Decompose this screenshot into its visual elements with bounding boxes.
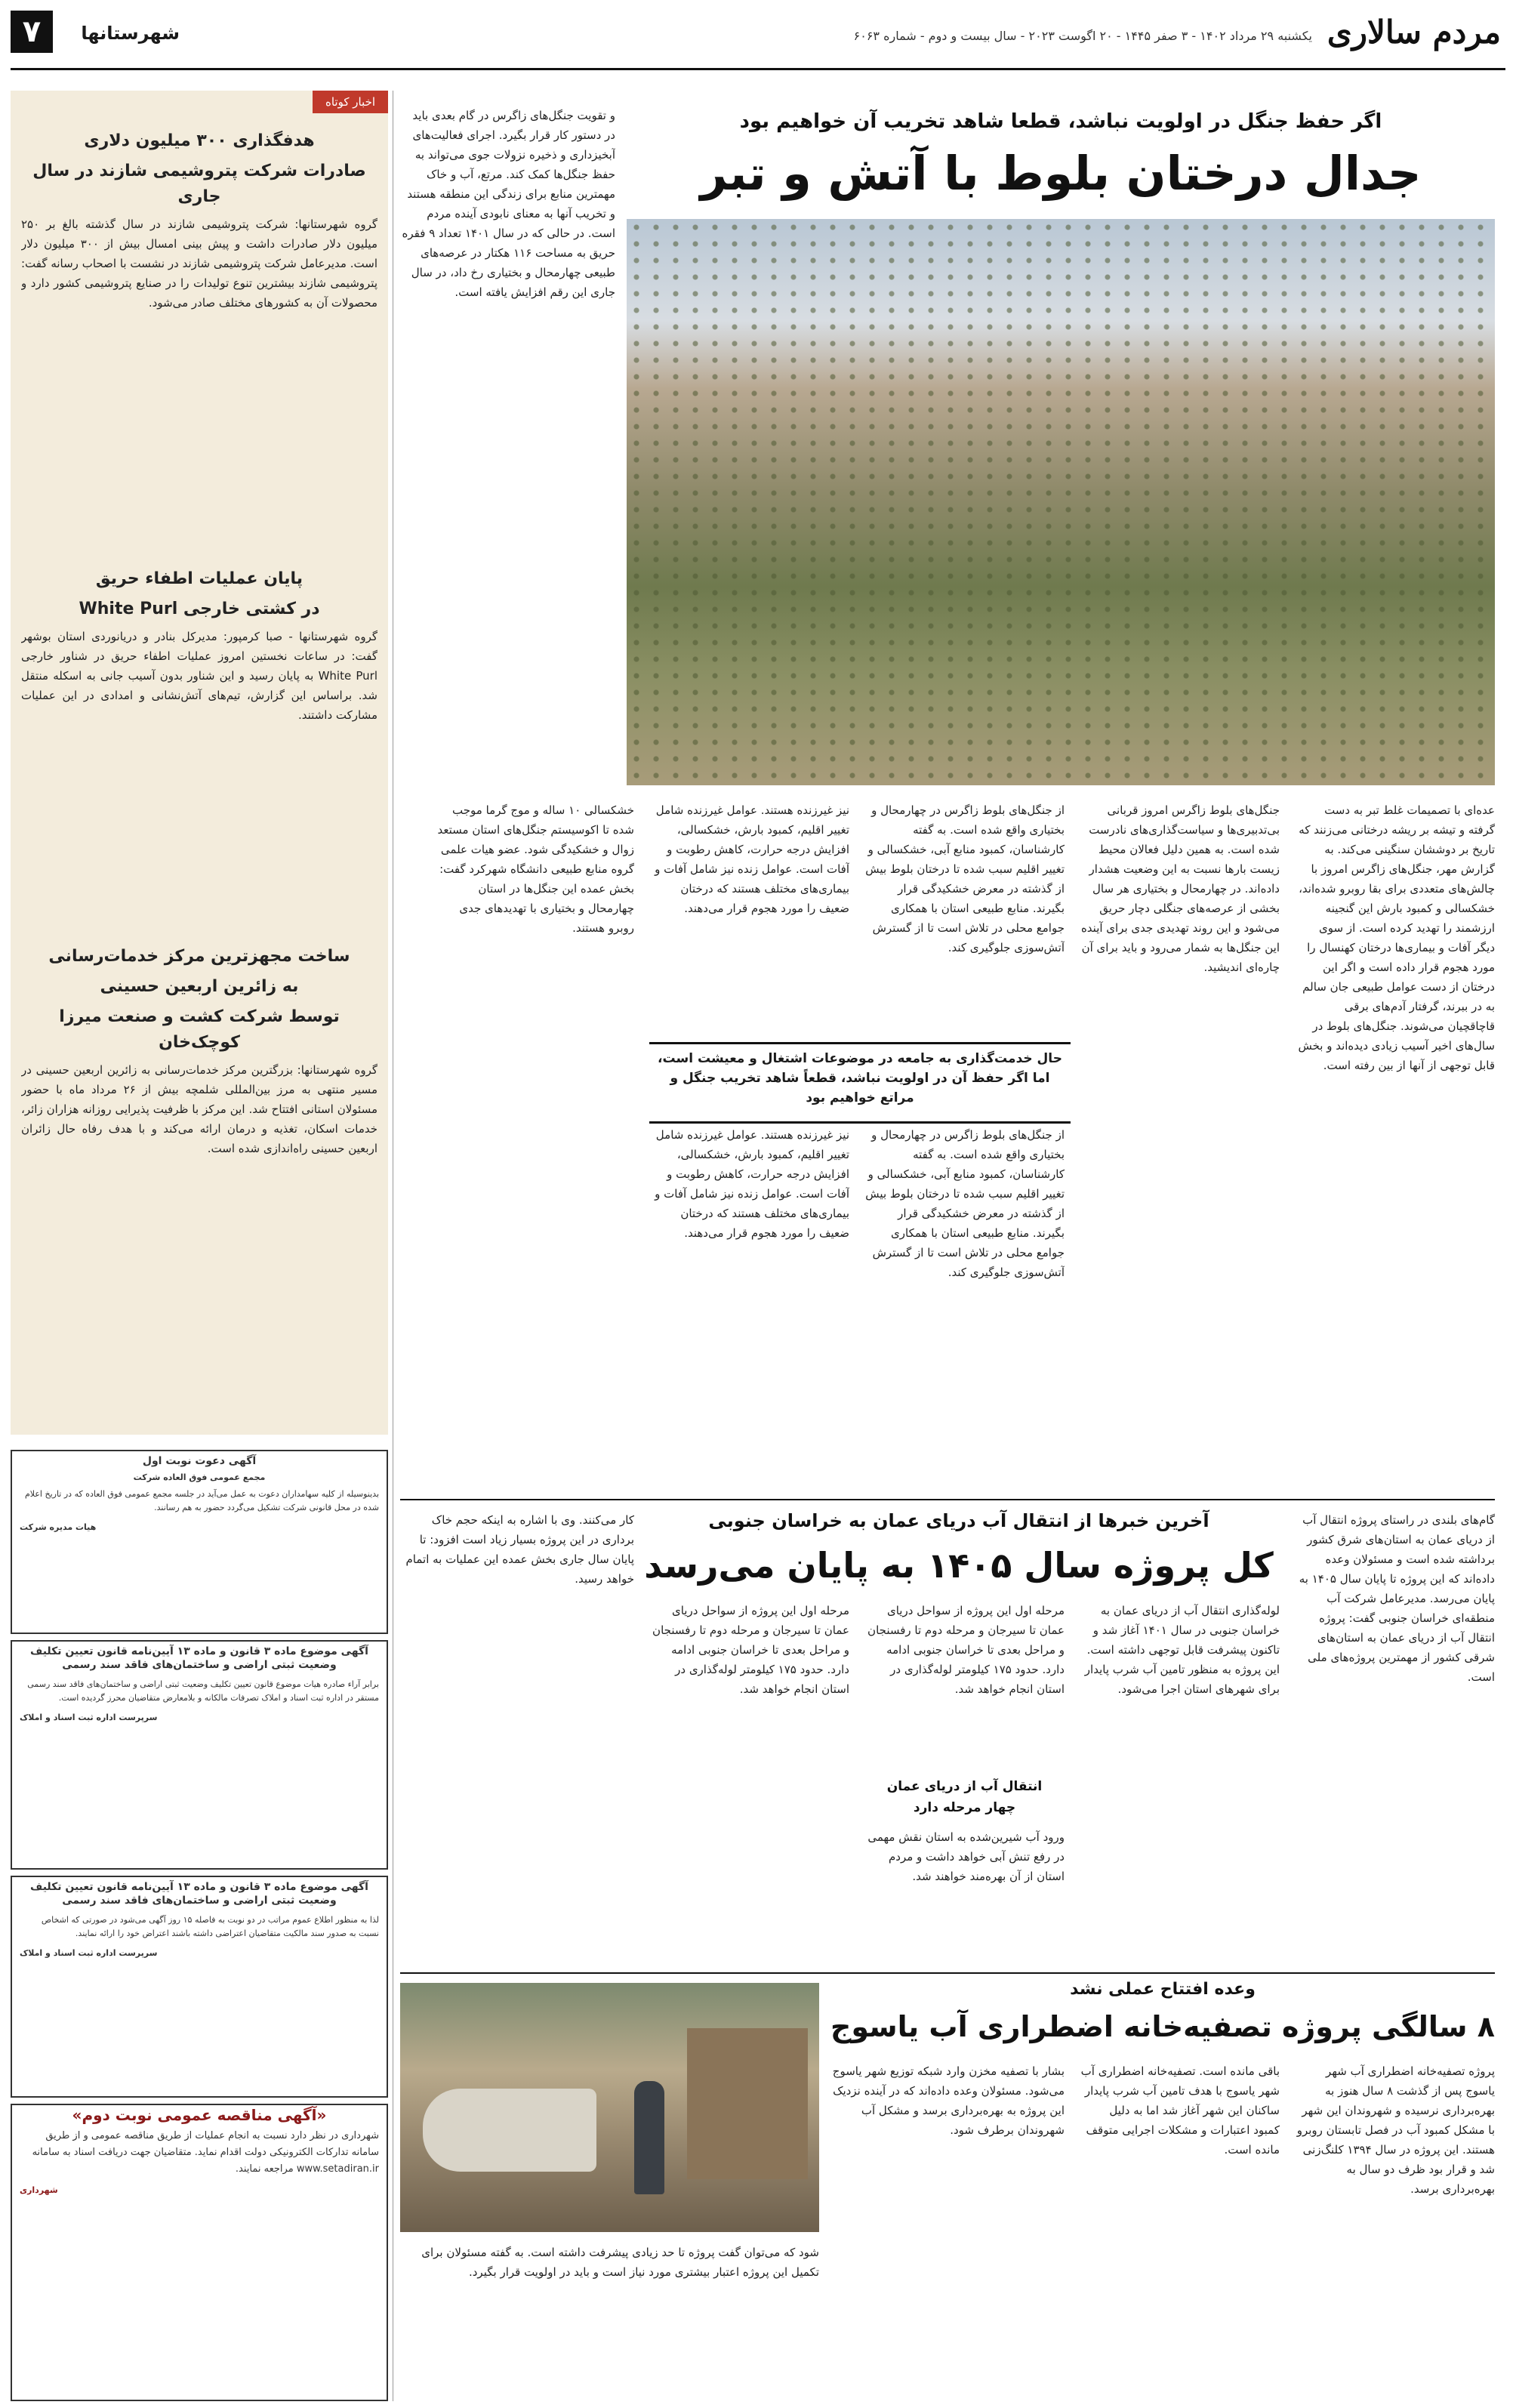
story2-title: کل پروژه سال ۱۴۰۵ به پایان می‌رسد	[644, 1545, 1274, 1586]
lead-story-col-1: عده‌ای با تصمیمات غلط تبر به دست گرفته و تیشه بر ریشه درختانی می‌زنند که تاریخ بر دوششان سنگینی می‌کند. به گزارش مهر، جنگل‌های زاگرس امروز با چالش‌های متعددی برای بقا روبرو شده‌اند، خشکسالی و کمبود بارش این گنجینه ارزشمند را تهدید کرده است. از سوی دیگر آفات و بیماری‌ها درختان کهنسال را مورد هجوم قرار داده است و اگر این درختان از دست عوامل طبیعی جان سالم به در ببرند، گرفتار آدم‌های برقی قاچاقچیان می‌شوند. جنگل‌های بلوط در سال‌های اخیر آسیب زیادی دیده‌اند و بخش قابل توجهی از آنها از بین رفته است.	[1298, 803, 1495, 1072]
notice-ad-2	[11, 1640, 388, 1870]
story2-kicker: آخرین خبرها از انتقال آب دریای عمان به خراسان جنوبی	[708, 1510, 1209, 1531]
story2-body-6: کار می‌کنند. وی با اشاره به اینکه حجم خاک برداری در این پروژه بسیار زیاد است افزود: تا پایان سال جاری بخش عمده این عملیات به اتمام خواهد رسید.	[405, 1513, 634, 1586]
lead-story-col-3-cont: از جنگل‌های بلوط زاگرس در چهارمحال و بختیاری واقع شده است. به گفته کارشناسان، کمبود منابع آبی، خشکسالی و تغییر اقلیم سبب شده تا درختان بلوط بیش از گذشته در معرض خشکیدگی قرار بگیرند. منابع طبیعی استان با همکاری جوامع محلی در تلاش است تا از گسترش آتش‌سوزی جلوگیری کند.	[865, 1128, 1065, 1279]
notice-3-signature: سرپرست اداره ثبت اسناد و املاک	[20, 1948, 158, 1958]
lead-story-col-6: و تقویت جنگل‌های زاگرس در گام بعدی باید در دستور کار قرار بگیرد. اجرای فعالیت‌های آبخیزداری و ذخیره نزولات جوی می‌تواند به حفظ جنگل‌ها کمک کند. مرتع، آب و خاک مهمترین منابع برای زندگی این منطقه هستند و تخریب آنها به معنای نابودی آینده مردم است. در حالی که در سال ۱۴۰۱ تعداد ۹ فقره حریق به مساحت ۱۱۶ هکتار در عرصه‌های طبیعی چهارمحال و بختیاری رخ داد، در سال جاری این رقم افزایش یافته است.	[402, 109, 615, 299]
section-title: شهرستانها	[81, 23, 180, 44]
lead-story-kicker: اگر حفظ جنگل در اولویت نباشد، قطعا شاهد تخریب آن خواهیم بود	[739, 110, 1382, 133]
story3-body-1: پروژه تصفیه‌خانه اضطراری آب شهر یاسوج پس از گذشت ۸ سال هنوز به بهره‌برداری نرسیده و شهروندان این شهر با مشکل کمبود آب در فصل تابستان روبرو هستند. این پروژه در سال ۱۳۹۴ کلنگ‌زنی شد و قرار بود ظرف دو سال به بهره‌برداری برسد.	[1296, 2064, 1495, 2196]
brief-2-title-line2: در کشتی خارجی White Purl	[79, 600, 320, 618]
brief-3-body: گروه شهرستانها: بزرگترین مرکز خدمات‌رسانی به زائرین اربعین حسینی در مسیر منتهی به مرز بین‌المللی شلمچه بیش از ۲۶ مرداد ماه با حضور مسئولان استانی افتتاح شد. این مرکز با ظرفیت پذیرایی روزانه هزاران زائر، خدمات اسکان، تغذیه و درمان ارائه می‌کند و با هدف رفاه حال زائران اربعین حسینی راه‌اندازی شده است.	[21, 1063, 377, 1155]
notice-1-signature: هیات مدیره شرکت	[20, 1522, 97, 1532]
house-shape	[687, 2028, 808, 2179]
story2-subhead-1: انتقال آب از دریای عمان	[886, 1779, 1043, 1794]
notice-3-body: لذا به منظور اطلاع عموم مراتب در دو نوبت به فاصله ۱۵ روز آگهی می‌شود در صورتی که اشخاص نسبت به صدور سند مالکیت متقاضیان اعتراضی داشته باشند اعتراض خود را ارائه نمایند.	[41, 1915, 379, 1938]
notice-1-title: آگهی دعوت نوبت اول	[142, 1455, 257, 1467]
story2-body-3: مرحله اول این پروژه از سواحل دریای عمان تا سیرجان و مرحله دوم تا رفسنجان و مراحل بعدی تا خراسان جنوبی ادامه دارد. حدود ۱۷۵ کیلومتر لوله‌گذاری در استان انجام خواهد شد.	[867, 1604, 1065, 1696]
lead-story-col-4-cont: نیز غیرزنده هستند. عوامل غیرزنده شامل تغییر اقلیم، کمبود بارش، خشکسالی، افزایش درجه حرارت، کاهش رطوبت و آفات است. عوامل زنده نیز شامل آفات و بیماری‌های مختلف هستند که درختان ضعیف را مورد هجوم قرار می‌دهند.	[655, 1128, 849, 1240]
story2-body-1: گام‌های بلندی در راستای پروژه انتقال آب از دریای عمان به استان‌های شرق کشور برداشته شده است و مسئولان وعده داده‌اند که این پروژه تا پایان سال ۱۴۰۵ به پایان می‌رسد. مدیرعامل شرکت آب منطقه‌ای خراسان جنوبی گفت: پروژه انتقال آب از دریای عمان به استان‌های شرقی کشور از مهمترین پروژه‌های ملی است.	[1299, 1513, 1495, 1684]
brief-2-body: گروه شهرستانها - صبا کرمپور: مدیرکل بنادر و دریانوردی استان بوشهر گفت: در ساعات نخستین امروز عملیات اطفاء حریق در شناور خارجی White Purl به پایان رسید و این شناور بدون آسیب جانی به اسکله منتقل شد. براساس این گزارش، تیم‌های آتش‌نشانی و امدادی در این عملیات مشارکت داشتند.	[21, 630, 377, 722]
brief-item-2	[21, 559, 377, 906]
story2-body-2: لوله‌گذاری انتقال آب از دریای عمان به خراسان جنوبی در سال ۱۴۰۱ آغاز شد و تاکنون پیشرفت قابل توجهی داشته است. این پروژه به منظور تامین آب شرب پایدار برای شهرهای استان اجرا می‌شود.	[1084, 1604, 1280, 1696]
water-tanker-shape	[423, 2089, 596, 2172]
story3-title: ۸ سالگی پروژه تصفیه‌خانه اضطراری آب یاسوج	[830, 2010, 1495, 2043]
notice-3-title: آگهی موضوع ماده ۳ قانون و ماده ۱۳ آیین‌نامه قانون تعیین تکلیف وضعیت ثبتی اراضی و ساختمان‌های فاقد سند رسمی	[30, 1881, 368, 1907]
story2-subhead-2: چهار مرحله دارد	[913, 1800, 1016, 1815]
story2-body-5: مرحله اول این پروژه از سواحل دریای عمان تا سیرجان و مرحله دوم تا رفسنجان و مراحل بعدی تا خراسان جنوبی ادامه دارد. حدود ۱۷۵ کیلومتر لوله‌گذاری در استان انجام خواهد شد.	[652, 1604, 849, 1696]
story3-photo	[400, 1983, 819, 2232]
notice-1-body: بدینوسیله از کلیه سهامداران دعوت به عمل می‌آید در جلسه مجمع عمومی فوق العاده که در تاریخ اعلام شده در محل قانونی شرکت تشکیل می‌گردد حضور به هم رسانند.	[24, 1489, 379, 1512]
lead-story-col-3: از جنگل‌های بلوط زاگرس در چهارمحال و بختیاری واقع شده است. به گفته کارشناسان، کمبود منابع آبی، خشکسالی و تغییر اقلیم سبب شده تا درختان بلوط بیش از گذشته در معرض خشکیدگی قرار بگیرند. منابع طبیعی استان با همکاری جوامع محلی در تلاش است تا از گسترش آتش‌سوزی جلوگیری کند.	[865, 803, 1065, 954]
notice-2-signature: سرپرست اداره ثبت اسناد و املاک	[20, 1713, 158, 1722]
masthead	[0, 0, 1516, 69]
story3-body-4: شود که می‌توان گفت پروژه تا حد زیادی پیشرفت داشته است. به گفته مسئولان برای تکمیل این پروژه اعتبار بیشتری مورد نیاز است و باید در اولویت قرار بگیرد.	[421, 2246, 819, 2279]
brief-3-title-line2: به زائرین اربعین حسینی	[100, 977, 299, 996]
notice-4-title: «آگهی مناقصه عمومی نوبت دوم»	[72, 2106, 327, 2124]
lead-story-title: جدال درختان بلوط با آتش و تبر	[700, 146, 1422, 201]
story3-kicker: وعده افتتاح عملی نشد	[1070, 1980, 1256, 1999]
lead-story-col-2: جنگل‌های بلوط زاگرس امروز قربانی بی‌تدبیری‌ها و سیاست‌گذاری‌های نادرست شده است. به همین دلیل فعالان محیط زیست بارها نسبت به این وضعیت هشدار داده‌اند. در چهارمحال و بختیاری هر سال بخشی از عرصه‌های جنگلی دچار حریق می‌شود و این روند تهدیدی جدی برای آینده این جنگل‌ها به شمار می‌رود و باید برای آن چاره‌ای اندیشید.	[1080, 803, 1280, 974]
story2-body-4: ورود آب شیرین‌شده به استان نقش مهمی در رفع تنش آبی خواهد داشت و مردم استان از آن بهره‌مند خواهند شد.	[867, 1830, 1065, 1883]
lead-story-col-5: خشکسالی ۱۰ ساله و موج گرما موجب شده تا اکوسیستم جنگل‌های استان مستعد زوال و خشکیدگی شود. عضو هیات علمی گروه منابع طبیعی دانشگاه شهرکرد گفت: بخش عمده این جنگل‌ها در استان چهارمحال و بختیاری با تهدیدهای جدی روبرو هستند.	[437, 803, 634, 935]
news-brief-sidebar	[11, 91, 388, 1435]
date-line: یکشنبه ۲۹ مرداد ۱۴۰۲ - ۳ صفر ۱۴۴۵ - ۲۰ اگوست ۲۰۲۳ - سال بیست و دوم - شماره ۶۰۶۳	[853, 29, 1312, 43]
lead-story-photo	[627, 219, 1495, 785]
brief-3-title-line3: توسط شرکت کشت و صنعت میرزا کوچک‌خان	[59, 1007, 340, 1052]
brief-1-body: گروه شهرستانها: شرکت پتروشیمی شازند در سال گذشته بالغ بر ۲۵۰ میلیون دلار صادرات داشت و پیش بینی امسال بیش از ۳۰۰ میلیون دلار است. مدیرعامل شرکت پتروشیمی شازند در نشست با اصحاب رسانه گفت: پتروشیمی شازند بیشترین تنوع تولیدات را در صنایع پتروشیمی کشور دارد و محصولات آن به کشورهای مختلف صادر می‌شود.	[21, 217, 377, 310]
story3-body-2: باقی مانده است. تصفیه‌خانه اضطراری آب شهر یاسوج با هدف تامین آب شرب پایدار ساکنان این شهر آغاز شد اما به دلیل کمبود اعتبارات و مشکلات اجرایی متوقف مانده است.	[1080, 2064, 1280, 2157]
person-figure-shape	[634, 2081, 664, 2194]
page-number: ۷	[11, 11, 53, 53]
notice-4-signature: شهرداری	[20, 2185, 58, 2195]
story-separator-1	[400, 1499, 1495, 1500]
notice-2-title: آگهی موضوع ماده ۳ قانون و ماده ۱۳ آیین‌نامه قانون تعیین تکلیف وضعیت ثبتی اراضی و ساختمان‌های فاقد سند رسمی	[30, 1645, 368, 1671]
brief-3-title-line1: ساخت مجهزترین مرکز خدمات‌رسانی	[48, 947, 350, 966]
story-separator-2	[400, 1972, 1495, 1974]
news-brief-label: اخبار کوتاه	[313, 91, 388, 113]
notice-4-body: شهرداری در نظر دارد نسبت به انجام عملیات از طریق مناقصه عمومی و از طریق سامانه تدارکات الکترونیکی دولت اقدام نماید. متقاضیان جهت دریافت اسناد به سامانه www.setadiran.ir مراجعه نمایند.	[32, 2130, 379, 2175]
brief-1-title-line2: صادرات شرکت پتروشیمی شازند در سال جاری	[32, 162, 366, 206]
notice-ad-4	[11, 2104, 388, 2401]
story3-body-3: بشار با تصفیه مخزن وارد شبکه توزیع شهر یاسوج می‌شود. مسئولان وعده داده‌اند که در آینده نزدیک این پروژه به بهره‌برداری برسد و مشکل آب شهروندان برطرف شود.	[832, 2064, 1065, 2137]
notice-ad-3	[11, 1876, 388, 2098]
masthead-rule	[11, 68, 1505, 70]
notice-2-body: برابر آراء صادره هیات موضوع قانون تعیین تکلیف وضعیت ثبتی اراضی و ساختمان‌های فاقد سند رسمی مستقر در اداره ثبت اسناد و املاک تصرفات مالکانه و بلامعارض متقاضیان محرز گردیده است.	[27, 1679, 379, 1703]
newspaper-logo: مردم سالاری	[1326, 14, 1501, 51]
notice-ad-1	[11, 1450, 388, 1634]
brief-2-title-line1: پایان عملیات اطفاء حریق	[95, 569, 304, 588]
brief-item-1	[21, 121, 377, 529]
brief-item-3	[21, 936, 377, 1420]
lead-story-col-4: نیز غیرزنده هستند. عوامل غیرزنده شامل تغییر اقلیم، کمبود بارش، خشکسالی، افزایش درجه حرارت، کاهش رطوبت و آفات است. عوامل زنده نیز شامل آفات و بیماری‌های مختلف هستند که درختان ضعیف را مورد هجوم قرار می‌دهند.	[655, 803, 849, 915]
notice-1-subtitle: مجمع عمومی فوق العاده شرکت	[133, 1472, 266, 1482]
lead-story-pullquote: حال خدمت‌گذاری به جامعه در موضوعات اشتغال و معیشت است، اما اگر حفظ آن در اولویت نباشد، قطعاً شاهد تخریب جنگل و مراتع خواهیم بود	[649, 1042, 1071, 1124]
brief-1-title-line1: هدفگذاری ۳۰۰ میلیون دلاری	[84, 131, 315, 150]
